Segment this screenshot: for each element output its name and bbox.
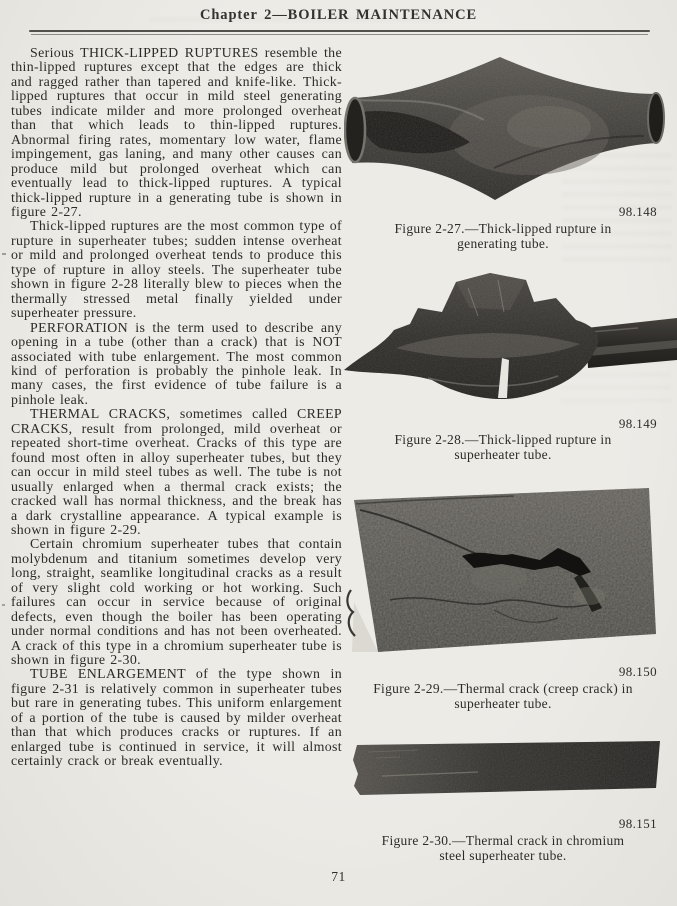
figure-2-28-photo: [338, 268, 677, 416]
figure-2-29-ref-number: 98.150: [618, 664, 657, 679]
paragraph-thermal-cracks: THERMAL CRACKS, sometimes called CREEP CRACKS, result from prolonged, mild overheat or repeated short-time overheat. Cracks of this type are found most often in alloy superheater tubes, but they can occur in mild steel tubes as well. The tube is not usually enlarged when a thermal crack exists; the cracked wall has normal thickness, and the break has a dark crystalline appearance. A typical example is shown in figure 2-29.: [11, 407, 342, 538]
figure-2-27-caption: Figure 2-27.—Thick-lipped rupture in generating tube.: [394, 221, 612, 251]
scan-margin-mark: [2, 253, 6, 255]
scan-margin-mark: [2, 604, 5, 606]
header-rule-thick: [29, 30, 650, 32]
paragraph-perforation: PERFORATION is the term used to describe any opening in a tube (other than a crack) that is NOT associated with tube enlargement. The most common kind of perforation is probably the pinhole leak. In many cases, the first evidence of tube failure is a pinhole leak.: [11, 320, 342, 408]
figure-2-29-caption: Figure 2-29.—Thermal crack (creep crack) in superheater tube.: [373, 681, 633, 711]
figure-2-28-ref-number: 98.149: [618, 416, 657, 431]
header-rule-thin: [31, 34, 648, 35]
paragraph-tube-enlargement: TUBE ENLARGEMENT of the type shown in figure 2-31 is relatively common in superheater tubes but rare in generating tubes. This uniform enlargement of a portion of the tube is caused by milder overheat than that which produces cracks or ruptures. If an enlarged tube is continued in service, it will almost certainly crack or break eventually.: [11, 667, 342, 770]
figure-2-30-caption: Figure 2-30.—Thermal crack in chromium steel superheater tube.: [381, 833, 625, 863]
paragraph-superheater-ruptures: Thick-lipped ruptures are the most common type of rupture in superheater tubes; sudden intense overheat or mild and prolonged overheat tends to produce this type of rupture in alloy steels. The superheater tube shown in figure 2-28 literally blew to pieces when the thermally stressed metal finally yielded under superheater pressure.: [11, 219, 342, 322]
chapter-header: Chapter 2—BOILER MAINTENANCE: [199, 7, 478, 23]
figure-2-29-photo: [344, 484, 662, 658]
figure-2-30-photo: [348, 738, 664, 802]
paragraph-chromium-tubes: Certain chromium superheater tubes that contain molybdenum and titanium sometimes develop very long, straight, seamlike longitudinal cracks as a result of very slight cold working or hot working. Such failures can occur in service because of original defects, even though the boiler has been operating under normal conditions and has not been overheated. A crack of this type in a chromium superheater tube is shown in figure 2-30.: [11, 537, 342, 669]
figure-2-30-ref-number: 98.151: [618, 816, 657, 831]
figure-2-28-caption: Figure 2-28.—Thick-lipped rupture in superheater tube.: [394, 432, 612, 462]
figure-2-27-ref-number: 98.148: [618, 204, 657, 219]
body-text-column: [11, 47, 342, 770]
page-number: 71: [331, 869, 346, 884]
paragraph-thick-lipped-ruptures: Serious THICK-LIPPED RUPTURES resemble the thin-lipped ruptures except that the edges are thick and ragged rather than tapered and knife-like. Thick-lipped ruptures that occur in mild steel generating tubes indicate milder and more prolonged overheat than that which leads to thin-lipped ruptures. Abnormal firing rates, momentary low water, flame impingement, gas laning, and many other causes can produce mild but prolonged overheat which can eventually lead to thick-lipped ruptures. A typical thick-lipped rupture in a generating tube is shown in figure 2-27.: [11, 46, 342, 220]
figure-2-27-photo: [344, 50, 666, 208]
